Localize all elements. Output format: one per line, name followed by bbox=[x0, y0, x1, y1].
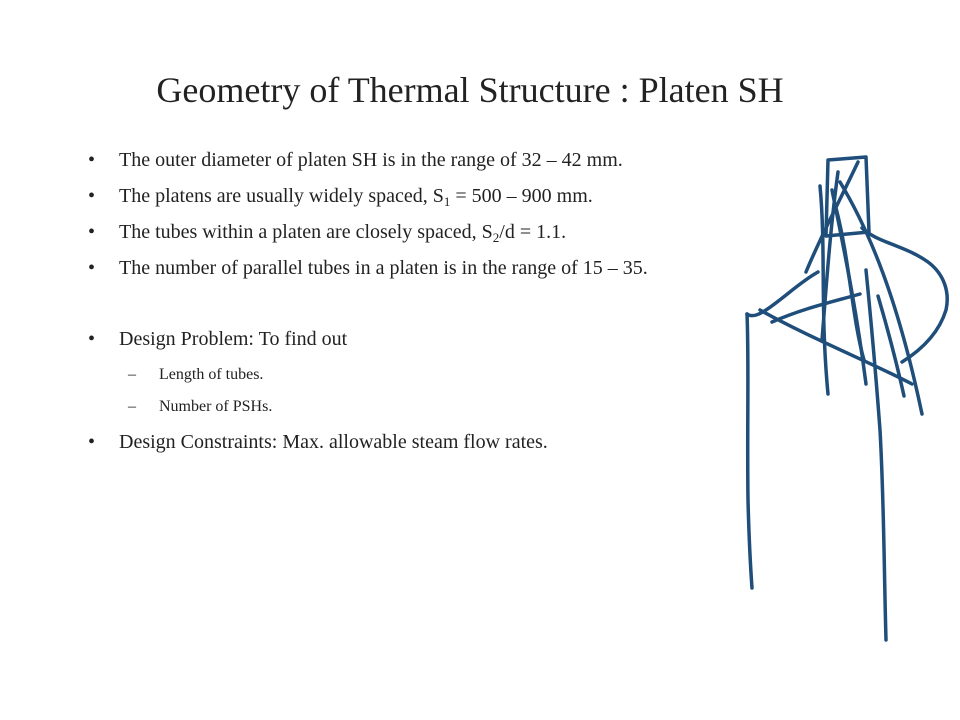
sub-item-text: Length of tubes. bbox=[159, 366, 264, 383]
bullet-subscript: 1 bbox=[443, 194, 451, 209]
sub-item-number-of-pshs bbox=[88, 397, 908, 417]
bullet-text-post: /d = 1.1. bbox=[499, 221, 567, 243]
bullet-text-pre: The tubes within a platen are closely spaced, S bbox=[119, 221, 493, 243]
bullet-icon: • bbox=[88, 257, 96, 279]
bullet-icon: • bbox=[88, 149, 96, 171]
dash-icon: – bbox=[128, 366, 136, 383]
slide-title: Geometry of Thermal Structure : Platen SH bbox=[156, 70, 784, 110]
bullet-icon: • bbox=[88, 221, 96, 243]
bullet-text: Design Problem: To find out bbox=[119, 328, 348, 350]
bullet-icon: • bbox=[88, 431, 96, 453]
sub-item-length-of-tubes bbox=[88, 365, 908, 385]
bullet-text: The number of parallel tubes in a platen is in the range of 15 – 35. bbox=[119, 257, 648, 279]
bullet-text-pre: The platens are usually widely spaced, S bbox=[119, 185, 444, 207]
bullet-item-tube-count bbox=[88, 256, 908, 280]
bullet-text: The outer diameter of platen SH is in the range of 32 – 42 mm. bbox=[119, 149, 623, 171]
bullet-item-design-constraints bbox=[88, 430, 908, 454]
bullet-item-outer-diameter bbox=[88, 148, 908, 172]
bullet-list bbox=[88, 148, 908, 454]
bullet-icon: • bbox=[88, 185, 96, 207]
bullet-item-tube-spacing bbox=[88, 220, 908, 244]
bullet-text-post: = 500 – 900 mm. bbox=[450, 185, 593, 207]
bullet-text: Design Constraints: Max. allowable steam flow rates. bbox=[119, 431, 548, 453]
bullet-item-design-problem bbox=[88, 327, 908, 351]
bullet-icon: • bbox=[88, 328, 96, 350]
dash-icon: – bbox=[128, 398, 136, 415]
bullet-subscript: 2 bbox=[492, 230, 500, 245]
sub-item-text: Number of PSHs. bbox=[159, 398, 273, 415]
bullet-item-platen-spacing bbox=[88, 184, 908, 208]
